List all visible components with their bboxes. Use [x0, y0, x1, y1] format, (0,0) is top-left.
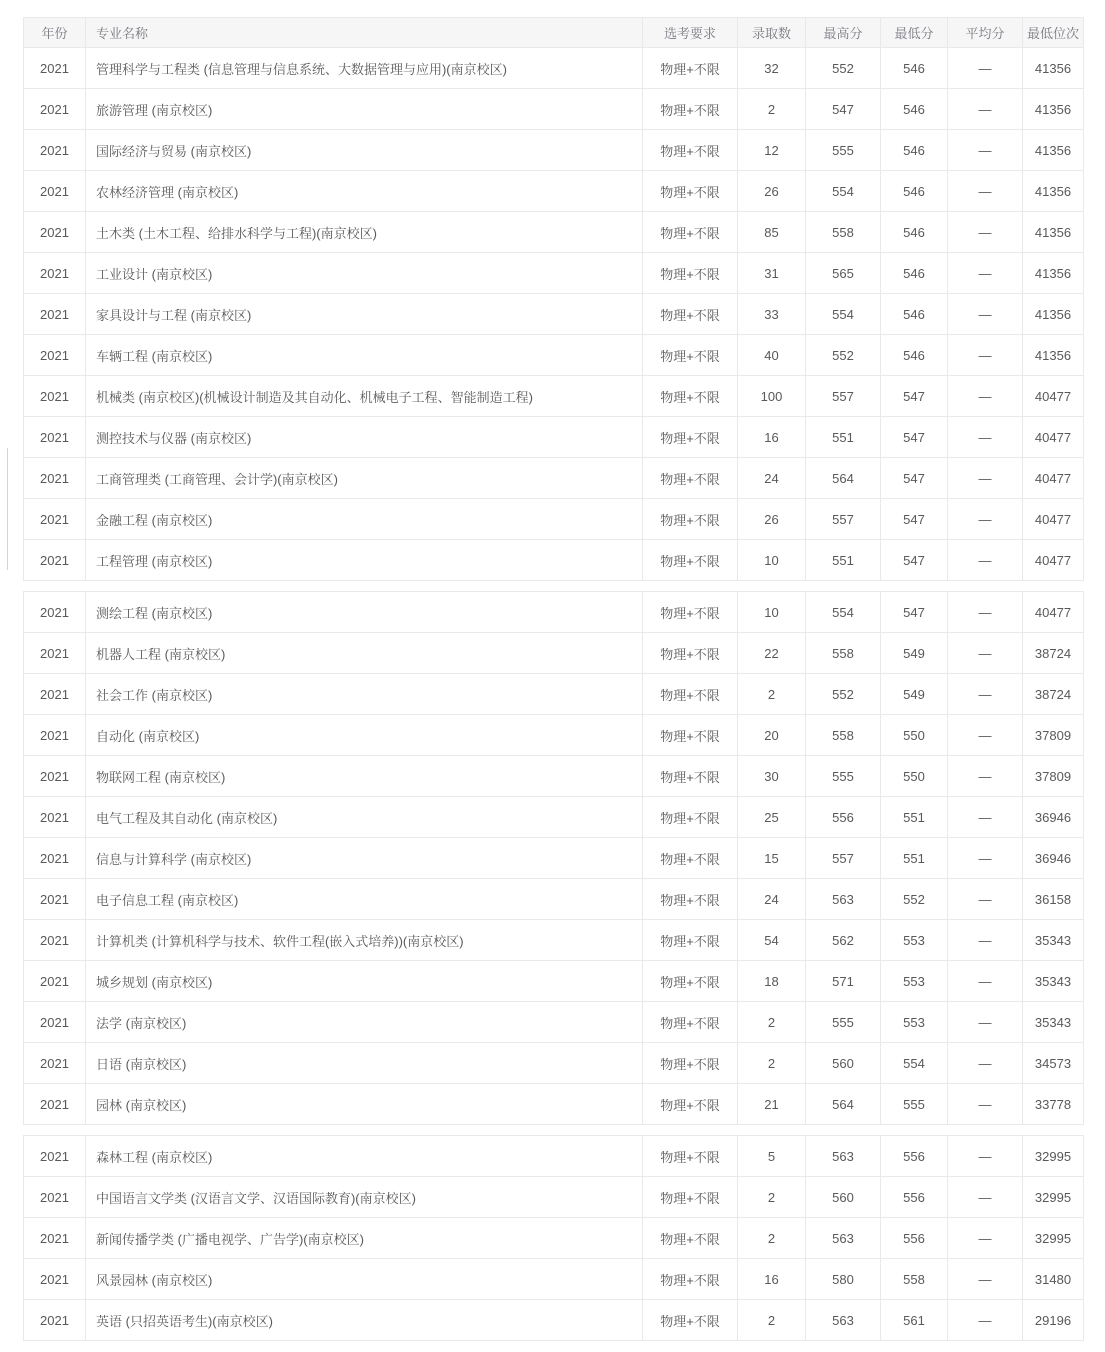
cell-year: 2021 [24, 89, 86, 130]
table-row [24, 1259, 1084, 1300]
cell-avg: — [948, 540, 1023, 581]
cell-avg: — [948, 89, 1023, 130]
cell-year: 2021 [24, 879, 86, 920]
cell-max: 556 [806, 797, 881, 838]
cell-max: 547 [806, 89, 881, 130]
cell-min: 546 [881, 212, 948, 253]
cell-avg: — [948, 499, 1023, 540]
cell-year: 2021 [24, 130, 86, 171]
cell-rank: 40477 [1023, 376, 1084, 417]
cell-max: 557 [806, 376, 881, 417]
cell-avg: — [948, 417, 1023, 458]
cell-rank: 40477 [1023, 499, 1084, 540]
cell-avg: — [948, 212, 1023, 253]
cell-req: 物理+不限 [643, 48, 738, 89]
cell-count: 16 [738, 1259, 806, 1300]
cell-min: 547 [881, 458, 948, 499]
cell-req: 物理+不限 [643, 715, 738, 756]
cell-count: 30 [738, 756, 806, 797]
cell-min: 546 [881, 89, 948, 130]
cell-major: 国际经济与贸易 (南京校区) [86, 130, 643, 171]
cell-req: 物理+不限 [643, 376, 738, 417]
table-row [24, 48, 1084, 89]
cell-rank: 36946 [1023, 797, 1084, 838]
table-row [24, 212, 1084, 253]
cell-count: 26 [738, 499, 806, 540]
column-header-major: 专业名称 [86, 18, 643, 48]
cell-req: 物理+不限 [643, 1043, 738, 1084]
cell-rank: 40477 [1023, 592, 1084, 633]
cell-req: 物理+不限 [643, 417, 738, 458]
cell-rank: 35343 [1023, 920, 1084, 961]
table-row [24, 376, 1084, 417]
cell-year: 2021 [24, 253, 86, 294]
column-header-min: 最低分 [881, 18, 948, 48]
cell-min: 554 [881, 1043, 948, 1084]
cell-avg: — [948, 1218, 1023, 1259]
cell-min: 551 [881, 838, 948, 879]
column-header-req: 选考要求 [643, 18, 738, 48]
table-row [24, 499, 1084, 540]
cell-rank: 29196 [1023, 1300, 1084, 1341]
table-row [24, 458, 1084, 499]
cell-max: 557 [806, 499, 881, 540]
cell-min: 547 [881, 417, 948, 458]
score-table-section [23, 17, 1084, 581]
table-row [24, 335, 1084, 376]
cell-major: 车辆工程 (南京校区) [86, 335, 643, 376]
cell-major: 旅游管理 (南京校区) [86, 89, 643, 130]
score-table-section [23, 591, 1084, 1125]
cell-major: 农林经济管理 (南京校区) [86, 171, 643, 212]
cell-min: 547 [881, 499, 948, 540]
cell-year: 2021 [24, 376, 86, 417]
cell-year: 2021 [24, 417, 86, 458]
cell-rank: 40477 [1023, 458, 1084, 499]
table-row [24, 920, 1084, 961]
cell-req: 物理+不限 [643, 674, 738, 715]
cell-max: 554 [806, 171, 881, 212]
column-header-count: 录取数 [738, 18, 806, 48]
cell-count: 10 [738, 540, 806, 581]
cell-major: 机械类 (南京校区)(机械设计制造及其自动化、机械电子工程、智能制造工程) [86, 376, 643, 417]
cell-rank: 37809 [1023, 756, 1084, 797]
cell-rank: 41356 [1023, 335, 1084, 376]
cell-min: 553 [881, 920, 948, 961]
cell-count: 2 [738, 674, 806, 715]
cell-major: 家具设计与工程 (南京校区) [86, 294, 643, 335]
cell-count: 2 [738, 1043, 806, 1084]
cell-year: 2021 [24, 1177, 86, 1218]
table-row [24, 171, 1084, 212]
cell-year: 2021 [24, 1300, 86, 1341]
cell-year: 2021 [24, 961, 86, 1002]
cell-req: 物理+不限 [643, 335, 738, 376]
cell-max: 564 [806, 458, 881, 499]
cell-count: 40 [738, 335, 806, 376]
cell-rank: 41356 [1023, 130, 1084, 171]
cell-major: 信息与计算科学 (南京校区) [86, 838, 643, 879]
table-row [24, 130, 1084, 171]
table-row [24, 838, 1084, 879]
cell-req: 物理+不限 [643, 212, 738, 253]
cell-req: 物理+不限 [643, 1218, 738, 1259]
cell-min: 546 [881, 130, 948, 171]
cell-max: 557 [806, 838, 881, 879]
cell-min: 547 [881, 592, 948, 633]
cell-count: 10 [738, 592, 806, 633]
cell-avg: — [948, 756, 1023, 797]
cell-rank: 36946 [1023, 838, 1084, 879]
cell-year: 2021 [24, 171, 86, 212]
cell-max: 555 [806, 1002, 881, 1043]
column-header-max: 最高分 [806, 18, 881, 48]
cell-count: 2 [738, 1218, 806, 1259]
cell-max: 564 [806, 1084, 881, 1125]
cell-req: 物理+不限 [643, 171, 738, 212]
cell-avg: — [948, 1043, 1023, 1084]
cell-max: 551 [806, 417, 881, 458]
table-row [24, 674, 1084, 715]
cell-major: 英语 (只招英语考生)(南京校区) [86, 1300, 643, 1341]
cell-count: 16 [738, 417, 806, 458]
cell-max: 558 [806, 633, 881, 674]
table-row [24, 879, 1084, 920]
cell-avg: — [948, 592, 1023, 633]
cell-year: 2021 [24, 1084, 86, 1125]
cell-max: 554 [806, 592, 881, 633]
cell-req: 物理+不限 [643, 756, 738, 797]
cell-min: 556 [881, 1136, 948, 1177]
cell-count: 24 [738, 879, 806, 920]
cell-year: 2021 [24, 633, 86, 674]
table-row [24, 294, 1084, 335]
cell-count: 25 [738, 797, 806, 838]
table-row [24, 1177, 1084, 1218]
cell-max: 551 [806, 540, 881, 581]
cell-count: 26 [738, 171, 806, 212]
table-row [24, 1218, 1084, 1259]
cell-max: 558 [806, 212, 881, 253]
cell-avg: — [948, 1259, 1023, 1300]
table-row [24, 756, 1084, 797]
cell-count: 18 [738, 961, 806, 1002]
cell-min: 561 [881, 1300, 948, 1341]
cell-major: 物联网工程 (南京校区) [86, 756, 643, 797]
cell-major: 城乡规划 (南京校区) [86, 961, 643, 1002]
column-header-avg: 平均分 [948, 18, 1023, 48]
table-row [24, 797, 1084, 838]
cell-year: 2021 [24, 1259, 86, 1300]
cell-year: 2021 [24, 838, 86, 879]
table-row [24, 1084, 1084, 1125]
cell-year: 2021 [24, 48, 86, 89]
cell-min: 556 [881, 1177, 948, 1218]
cell-avg: — [948, 48, 1023, 89]
cell-rank: 37809 [1023, 715, 1084, 756]
cell-max: 560 [806, 1043, 881, 1084]
cell-avg: — [948, 1177, 1023, 1218]
cell-req: 物理+不限 [643, 797, 738, 838]
admission-score-table [23, 17, 1083, 1351]
cell-req: 物理+不限 [643, 1136, 738, 1177]
cell-major: 自动化 (南京校区) [86, 715, 643, 756]
cell-count: 15 [738, 838, 806, 879]
cell-rank: 41356 [1023, 212, 1084, 253]
cell-major: 森林工程 (南京校区) [86, 1136, 643, 1177]
cell-min: 546 [881, 253, 948, 294]
cell-major: 日语 (南京校区) [86, 1043, 643, 1084]
cell-count: 2 [738, 1177, 806, 1218]
cell-rank: 40477 [1023, 540, 1084, 581]
table-row [24, 540, 1084, 581]
cell-rank: 35343 [1023, 1002, 1084, 1043]
cell-req: 物理+不限 [643, 1259, 738, 1300]
cell-rank: 41356 [1023, 48, 1084, 89]
cell-year: 2021 [24, 294, 86, 335]
cell-min: 547 [881, 540, 948, 581]
cell-count: 20 [738, 715, 806, 756]
cell-year: 2021 [24, 715, 86, 756]
cell-year: 2021 [24, 1218, 86, 1259]
cell-count: 12 [738, 130, 806, 171]
cell-req: 物理+不限 [643, 838, 738, 879]
table-row [24, 1002, 1084, 1043]
cell-req: 物理+不限 [643, 499, 738, 540]
table-row [24, 89, 1084, 130]
cell-rank: 33778 [1023, 1084, 1084, 1125]
cell-min: 549 [881, 674, 948, 715]
cell-count: 2 [738, 1002, 806, 1043]
cell-avg: — [948, 633, 1023, 674]
cell-major: 土木类 (土木工程、给排水科学与工程)(南京校区) [86, 212, 643, 253]
cell-max: 552 [806, 48, 881, 89]
cell-avg: — [948, 335, 1023, 376]
cell-rank: 40477 [1023, 417, 1084, 458]
cell-req: 物理+不限 [643, 961, 738, 1002]
cell-max: 580 [806, 1259, 881, 1300]
cell-req: 物理+不限 [643, 1177, 738, 1218]
cell-major: 法学 (南京校区) [86, 1002, 643, 1043]
cell-avg: — [948, 130, 1023, 171]
cell-avg: — [948, 1002, 1023, 1043]
cell-count: 22 [738, 633, 806, 674]
cell-avg: — [948, 171, 1023, 212]
cell-req: 物理+不限 [643, 294, 738, 335]
cell-max: 560 [806, 1177, 881, 1218]
cell-major: 电子信息工程 (南京校区) [86, 879, 643, 920]
cell-count: 33 [738, 294, 806, 335]
column-header-rank: 最低位次 [1023, 18, 1084, 48]
cell-min: 550 [881, 715, 948, 756]
cell-count: 21 [738, 1084, 806, 1125]
left-edge-marker [7, 448, 8, 570]
cell-major: 管理科学与工程类 (信息管理与信息系统、大数据管理与应用)(南京校区) [86, 48, 643, 89]
cell-count: 2 [738, 89, 806, 130]
cell-year: 2021 [24, 756, 86, 797]
cell-count: 5 [738, 1136, 806, 1177]
cell-rank: 31480 [1023, 1259, 1084, 1300]
cell-min: 546 [881, 294, 948, 335]
cell-max: 563 [806, 1300, 881, 1341]
score-table-section [23, 1135, 1084, 1341]
cell-year: 2021 [24, 920, 86, 961]
cell-year: 2021 [24, 499, 86, 540]
table-row [24, 1300, 1084, 1341]
cell-year: 2021 [24, 1002, 86, 1043]
cell-min: 547 [881, 376, 948, 417]
cell-major: 社会工作 (南京校区) [86, 674, 643, 715]
column-header-year: 年份 [24, 18, 86, 48]
cell-year: 2021 [24, 592, 86, 633]
cell-req: 物理+不限 [643, 633, 738, 674]
cell-max: 562 [806, 920, 881, 961]
cell-year: 2021 [24, 335, 86, 376]
cell-avg: — [948, 1136, 1023, 1177]
cell-year: 2021 [24, 458, 86, 499]
cell-major: 机器人工程 (南京校区) [86, 633, 643, 674]
cell-major: 工业设计 (南京校区) [86, 253, 643, 294]
cell-count: 100 [738, 376, 806, 417]
cell-req: 物理+不限 [643, 879, 738, 920]
cell-min: 553 [881, 961, 948, 1002]
cell-max: 552 [806, 335, 881, 376]
cell-avg: — [948, 376, 1023, 417]
cell-min: 549 [881, 633, 948, 674]
cell-major: 测控技术与仪器 (南京校区) [86, 417, 643, 458]
cell-major: 金融工程 (南京校区) [86, 499, 643, 540]
cell-max: 563 [806, 1218, 881, 1259]
table-row [24, 961, 1084, 1002]
cell-min: 546 [881, 335, 948, 376]
cell-max: 558 [806, 715, 881, 756]
cell-max: 555 [806, 130, 881, 171]
cell-rank: 32995 [1023, 1218, 1084, 1259]
cell-major: 工商管理类 (工商管理、会计学)(南京校区) [86, 458, 643, 499]
table-row [24, 715, 1084, 756]
cell-count: 31 [738, 253, 806, 294]
cell-min: 551 [881, 797, 948, 838]
table-row [24, 417, 1084, 458]
cell-major: 计算机类 (计算机科学与技术、软件工程(嵌入式培养))(南京校区) [86, 920, 643, 961]
cell-count: 54 [738, 920, 806, 961]
cell-min: 555 [881, 1084, 948, 1125]
cell-avg: — [948, 253, 1023, 294]
cell-rank: 32995 [1023, 1177, 1084, 1218]
table-row [24, 633, 1084, 674]
cell-year: 2021 [24, 1136, 86, 1177]
cell-avg: — [948, 674, 1023, 715]
cell-major: 工程管理 (南京校区) [86, 540, 643, 581]
cell-avg: — [948, 920, 1023, 961]
cell-major: 测绘工程 (南京校区) [86, 592, 643, 633]
cell-rank: 38724 [1023, 633, 1084, 674]
cell-avg: — [948, 294, 1023, 335]
cell-major: 园林 (南京校区) [86, 1084, 643, 1125]
cell-rank: 38724 [1023, 674, 1084, 715]
cell-req: 物理+不限 [643, 540, 738, 581]
cell-req: 物理+不限 [643, 458, 738, 499]
cell-year: 2021 [24, 797, 86, 838]
cell-min: 546 [881, 48, 948, 89]
cell-rank: 41356 [1023, 253, 1084, 294]
cell-max: 555 [806, 756, 881, 797]
header-row [24, 18, 1084, 48]
cell-req: 物理+不限 [643, 1084, 738, 1125]
cell-rank: 36158 [1023, 879, 1084, 920]
cell-major: 电气工程及其自动化 (南京校区) [86, 797, 643, 838]
table-row [24, 253, 1084, 294]
cell-major: 新闻传播学类 (广播电视学、广告学)(南京校区) [86, 1218, 643, 1259]
cell-max: 554 [806, 294, 881, 335]
cell-year: 2021 [24, 540, 86, 581]
cell-min: 550 [881, 756, 948, 797]
cell-rank: 41356 [1023, 89, 1084, 130]
cell-req: 物理+不限 [643, 253, 738, 294]
cell-rank: 41356 [1023, 294, 1084, 335]
cell-rank: 32995 [1023, 1136, 1084, 1177]
cell-year: 2021 [24, 674, 86, 715]
cell-min: 558 [881, 1259, 948, 1300]
cell-req: 物理+不限 [643, 130, 738, 171]
cell-req: 物理+不限 [643, 1002, 738, 1043]
cell-count: 32 [738, 48, 806, 89]
cell-avg: — [948, 879, 1023, 920]
cell-req: 物理+不限 [643, 89, 738, 130]
cell-max: 563 [806, 1136, 881, 1177]
cell-avg: — [948, 1300, 1023, 1341]
cell-rank: 34573 [1023, 1043, 1084, 1084]
table-row [24, 1136, 1084, 1177]
cell-max: 565 [806, 253, 881, 294]
cell-avg: — [948, 1084, 1023, 1125]
cell-min: 546 [881, 171, 948, 212]
cell-min: 553 [881, 1002, 948, 1043]
cell-count: 24 [738, 458, 806, 499]
cell-count: 85 [738, 212, 806, 253]
cell-max: 563 [806, 879, 881, 920]
cell-req: 物理+不限 [643, 592, 738, 633]
cell-avg: — [948, 715, 1023, 756]
cell-count: 2 [738, 1300, 806, 1341]
cell-min: 552 [881, 879, 948, 920]
cell-avg: — [948, 838, 1023, 879]
cell-avg: — [948, 961, 1023, 1002]
table-row [24, 592, 1084, 633]
cell-req: 物理+不限 [643, 920, 738, 961]
cell-major: 中国语言文学类 (汉语言文学、汉语国际教育)(南京校区) [86, 1177, 643, 1218]
cell-max: 552 [806, 674, 881, 715]
cell-min: 556 [881, 1218, 948, 1259]
cell-req: 物理+不限 [643, 1300, 738, 1341]
cell-rank: 41356 [1023, 171, 1084, 212]
cell-year: 2021 [24, 1043, 86, 1084]
cell-avg: — [948, 797, 1023, 838]
cell-rank: 35343 [1023, 961, 1084, 1002]
cell-major: 风景园林 (南京校区) [86, 1259, 643, 1300]
table-row [24, 1043, 1084, 1084]
cell-avg: — [948, 458, 1023, 499]
cell-year: 2021 [24, 212, 86, 253]
cell-max: 571 [806, 961, 881, 1002]
